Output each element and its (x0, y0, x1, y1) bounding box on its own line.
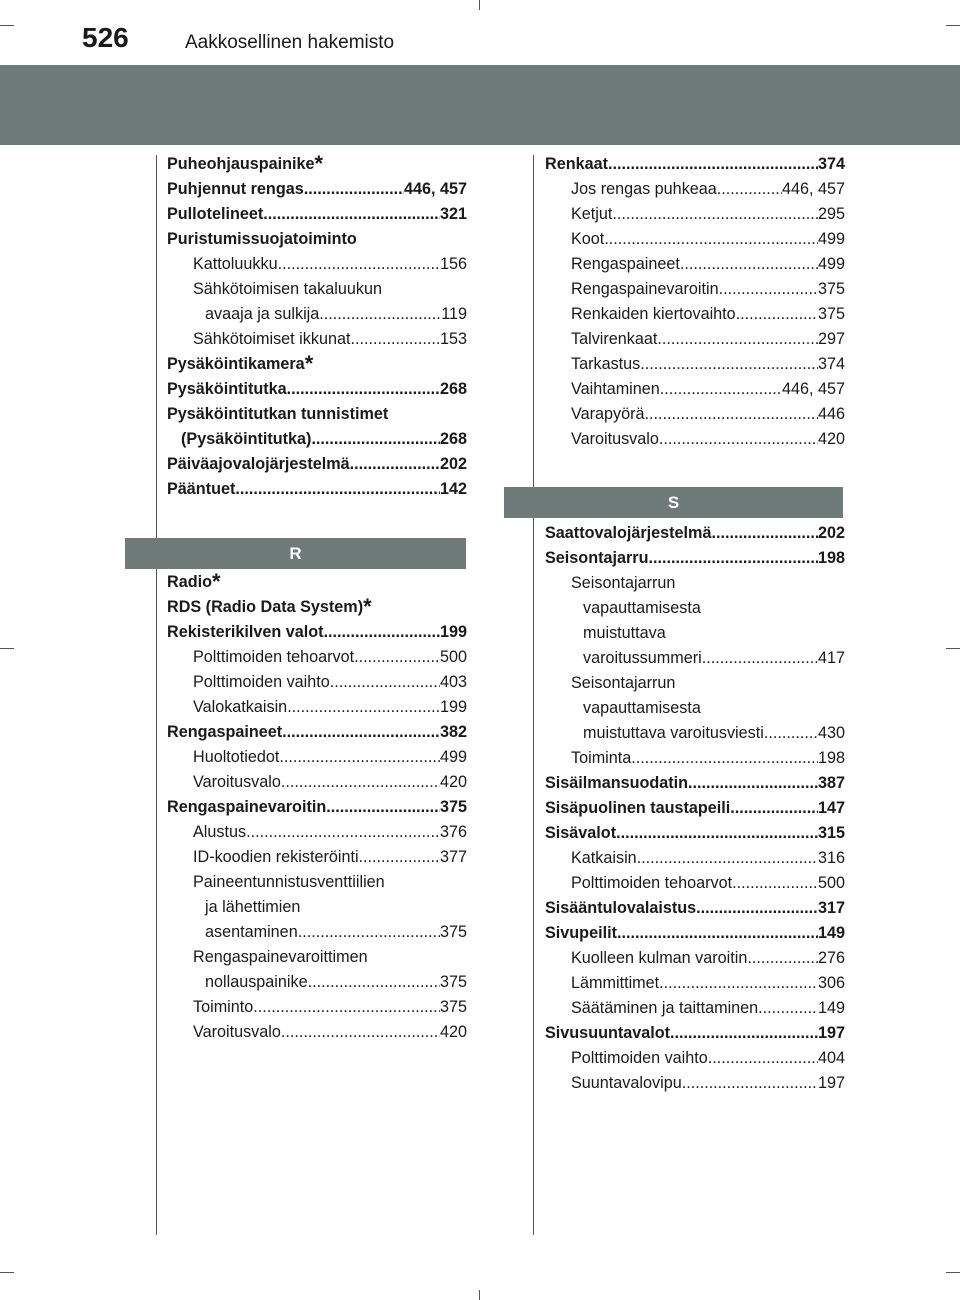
index-entry-page: 374 (817, 155, 845, 173)
leader-dots (680, 252, 818, 277)
index-entry-page: 197 (817, 1024, 845, 1042)
index-entry-page: 430 (817, 724, 845, 742)
index-entry-page: 387 (817, 774, 845, 792)
index-entry (545, 996, 845, 1021)
index-entry-page: 149 (817, 999, 845, 1017)
index-entry (167, 845, 467, 870)
index-entry-page: 268 (439, 380, 467, 398)
leader-dots (253, 995, 440, 1020)
leader-dots (246, 820, 440, 845)
index-entry-label: Sisäilmansuodatin (545, 774, 689, 792)
index-entry-label: Sähkötoimiset ikkunat (193, 330, 351, 348)
page-title: Aakkosellinen hakemisto (185, 32, 395, 53)
column-divider-left (156, 155, 157, 1235)
index-entry (167, 970, 467, 995)
index-entry-label: Pullotelineet (167, 205, 264, 223)
index-entry-page: 374 (817, 355, 845, 373)
index-entry-label: Toiminta (571, 749, 632, 767)
section-header-r: R (125, 538, 466, 569)
section-header-s: S (504, 487, 843, 518)
index-entry (167, 895, 467, 920)
index-entry (167, 227, 467, 252)
index-entry-page: 198 (817, 749, 845, 767)
index-entry-page: 317 (817, 899, 845, 917)
index-entry-label: Renkaiden kiertovaihto (571, 305, 736, 323)
leader-dots (747, 946, 818, 971)
index-entry (167, 252, 467, 277)
index-entry-label: Rengaspainevaroitin (571, 280, 719, 298)
index-entry (545, 277, 845, 302)
index-entry (167, 202, 467, 227)
index-entry (167, 820, 467, 845)
index-entry (545, 896, 845, 921)
index-entry (545, 352, 845, 377)
index-entry-label: Rengaspainevaroittimen (193, 948, 368, 966)
index-entry-label: Huoltotiedot (193, 748, 280, 766)
index-entry-label: Ketjut (571, 205, 613, 223)
index-entry (167, 995, 467, 1020)
index-entry-page: 199 (439, 623, 467, 641)
index-entry-label: Seisontajarru (545, 549, 649, 567)
index-entry (545, 377, 845, 402)
crop-mark (946, 1272, 960, 1273)
crop-mark (479, 0, 480, 10)
index-entry-label: vapauttamisesta (583, 699, 701, 717)
index-entry-label: Paineentunnistusventtiilien (193, 873, 385, 891)
index-entry-page: 202 (439, 455, 467, 473)
index-entry-page: 499 (817, 230, 845, 248)
leader-dots (604, 227, 818, 252)
index-entry (545, 402, 845, 427)
index-entry-label: Polttimoiden tehoarvot (193, 648, 355, 666)
index-entry-page: 142 (439, 480, 467, 498)
index-entry-label: asentaminen (205, 923, 298, 941)
leader-dots (612, 202, 818, 227)
index-entry-label: Polttimoiden vaihto (193, 673, 330, 691)
index-entry: RDS (Radio Data System) * (167, 594, 372, 619)
index-entry-label: muistuttava varoitusviesti (583, 724, 764, 742)
index-entry-label: Päiväajovalojärjestelmä (167, 455, 350, 473)
index-entry-page: 375 (439, 923, 467, 941)
index-entry-label: Jos rengas puhkeaa (571, 180, 717, 198)
index-entry (167, 327, 467, 352)
index-entry-label: Vaihtaminen (571, 380, 660, 398)
index-entry-label: Puheohjauspainike (167, 155, 315, 173)
index-entry-label: Varapyörä (571, 405, 645, 423)
index-entry-label: Lämmittimet (571, 974, 660, 992)
index-entry (167, 427, 467, 452)
leader-dots (324, 620, 440, 645)
column-divider-middle (533, 155, 534, 1235)
index-entry (545, 746, 845, 771)
leader-dots (719, 277, 818, 302)
index-entry-label: Sähkötoimisen takaluukun (193, 280, 382, 298)
leader-dots (298, 920, 440, 945)
leader-dots (637, 846, 818, 871)
index-entry-label: Sisävalot (545, 824, 617, 842)
index-entry-label: RDS (Radio Data System) (167, 598, 364, 616)
index-entry-page: 499 (439, 748, 467, 766)
index-entry-page: 446, 457 (781, 380, 845, 398)
index-group-s (545, 521, 845, 1096)
index-column-left (167, 152, 467, 502)
index-entry-label: Rengaspaineet (167, 723, 283, 741)
leader-dots (640, 352, 818, 377)
index-entry: Radio * (167, 569, 221, 594)
index-entry-label: Säätäminen ja taittaminen (571, 999, 759, 1017)
index-entry (167, 452, 467, 477)
crop-mark (0, 25, 14, 26)
leader-dots (287, 695, 440, 720)
index-entry-page: 197 (817, 1074, 845, 1092)
leader-dots (730, 796, 818, 821)
index-entry (545, 971, 845, 996)
index-entry-page: 306 (817, 974, 845, 992)
leader-dots (350, 327, 440, 352)
index-entry-label: Pysäköintikamera (167, 355, 305, 373)
leader-dots (648, 546, 818, 571)
index-entry-label: Kattoluukku (193, 255, 278, 273)
index-entry (167, 377, 467, 402)
index-entry (545, 771, 845, 796)
leader-dots (617, 921, 818, 946)
index-entry (545, 521, 845, 546)
index-column-right (545, 152, 845, 452)
index-entry-page: 500 (817, 874, 845, 892)
index-entry-page: 199 (439, 698, 467, 716)
index-entry-page: 156 (439, 255, 467, 273)
index-entry-label: Sivupeilit (545, 924, 617, 942)
index-entry-label: varoitussummeri (583, 649, 702, 667)
index-entry (167, 920, 467, 945)
leader-dots (736, 302, 818, 327)
index-entry-label: vapauttamisesta (583, 599, 701, 617)
leader-dots (696, 896, 818, 921)
index-entry (167, 302, 467, 327)
leader-dots (319, 302, 441, 327)
index-entry-page: 375 (439, 798, 467, 816)
crop-mark (946, 648, 960, 649)
index-entry (545, 796, 845, 821)
index-entry (545, 152, 845, 177)
index-entry-page: 295 (817, 205, 845, 223)
leader-dots (281, 1020, 440, 1045)
index-entry-page: 268 (439, 430, 467, 448)
index-entry-label: Koot (571, 230, 605, 248)
index-entry-label: Radio (167, 573, 212, 591)
index-entry-page: 316 (817, 849, 845, 867)
index-entry-label: nollauspainike (205, 973, 308, 991)
index-entry-page: 403 (439, 673, 467, 691)
index-entry-page: 119 (441, 305, 467, 323)
index-entry-label: Talvirenkaat (571, 330, 658, 348)
index-entry-label: ja lähettimien (205, 898, 301, 916)
index-entry-page: 446 (817, 405, 845, 423)
index-entry (167, 277, 467, 302)
leader-dots (717, 177, 782, 202)
crop-mark (0, 648, 14, 649)
index-entry-page: 315 (817, 824, 845, 842)
index-entry-label: Valokatkaisin (193, 698, 288, 716)
index-entry-page: 202 (817, 524, 845, 542)
index-entry-page: 376 (439, 823, 467, 841)
index-entry-label: Rengaspaineet (571, 255, 680, 273)
leader-dots (631, 746, 818, 771)
index-entry (167, 745, 467, 770)
index-entry-label: Toiminto (193, 998, 254, 1016)
index-entry-page: 198 (817, 549, 845, 567)
index-entry-page: 404 (817, 1049, 845, 1067)
index-entry (545, 571, 845, 596)
leader-dots (659, 971, 818, 996)
leader-dots (311, 427, 440, 452)
leader-dots (287, 377, 440, 402)
index-entry: Pysäköintikamera * (167, 351, 314, 376)
index-entry-label: Pysäköintitutkan tunnistimet (167, 405, 389, 423)
leader-dots (608, 152, 818, 177)
index-entry (167, 770, 467, 795)
index-entry-label: Puhjennut rengas (167, 180, 304, 198)
index-entry (167, 795, 467, 820)
leader-dots (304, 177, 404, 202)
index-entry (545, 1021, 845, 1046)
index-entry (545, 252, 845, 277)
index-entry-page: 420 (439, 1023, 467, 1041)
index-entry (545, 202, 845, 227)
index-entry (545, 921, 845, 946)
index-entry-label: Rengaspainevaroitin (167, 798, 327, 816)
leader-dots (657, 327, 818, 352)
index-entry-label: Seisontajarrun (571, 674, 676, 692)
leader-dots (711, 521, 818, 546)
index-entry (545, 596, 845, 621)
index-entry-label: Pääntuet (167, 480, 236, 498)
header-banner (0, 65, 960, 145)
index-group-r (167, 570, 467, 1045)
index-entry-label: Suuntavalovipu (571, 1074, 682, 1092)
index-entry (545, 821, 845, 846)
leader-dots (279, 745, 440, 770)
index-entry (167, 402, 467, 427)
index-entry-page: 377 (439, 848, 467, 866)
index-entry-page: 375 (439, 973, 467, 991)
leader-dots (263, 202, 440, 227)
index-entry (167, 695, 467, 720)
index-entry (167, 477, 467, 502)
index-entry-label: Pysäköintitutka (167, 380, 287, 398)
index-group-renkaat (545, 152, 845, 452)
index-entry-label: Rekisterikilven valot (167, 623, 324, 641)
index-entry-label: Sisääntulovalaistus (545, 899, 697, 917)
crop-mark (0, 1272, 14, 1273)
index-entry (545, 177, 845, 202)
index-entry-label: Kuolleen kulman varoitin (571, 949, 748, 967)
index-entry (545, 696, 845, 721)
leader-dots (235, 477, 440, 502)
index-entry (167, 870, 467, 895)
leader-dots (682, 1071, 818, 1096)
index-entry-page: 375 (817, 280, 845, 298)
index-entry-label: (Pysäköintitutka) (181, 430, 312, 448)
index-entry-page: 153 (439, 330, 467, 348)
index-entry (167, 620, 467, 645)
leader-dots (758, 996, 818, 1021)
leader-dots (616, 821, 818, 846)
index-entry-page: 499 (817, 255, 845, 273)
leader-dots (281, 770, 440, 795)
leader-dots (764, 721, 818, 746)
index-entry: Puheohjauspainike * (167, 151, 324, 176)
index-entry-label: Saattovalojärjestelmä (545, 524, 712, 542)
index-entry (545, 302, 845, 327)
leader-dots (308, 970, 440, 995)
index-entry (545, 671, 845, 696)
index-entry (545, 646, 845, 671)
index-entry-label: Varoitusvalo (193, 773, 281, 791)
leader-dots (670, 1021, 818, 1046)
index-entry-label: Puristumissuojatoiminto (167, 230, 357, 248)
index-column-left-r (167, 570, 467, 1045)
index-entry-label: Polttimoiden vaihto (571, 1049, 708, 1067)
index-entry-label: Tarkastus (571, 355, 641, 373)
index-entry (545, 1046, 845, 1071)
index-entry (545, 227, 845, 252)
leader-dots (688, 771, 818, 796)
leader-dots (326, 795, 440, 820)
index-entry (167, 945, 467, 970)
index-entry (167, 177, 467, 202)
index-entry-label: Varoitusvalo (571, 430, 659, 448)
index-entry-page: 382 (439, 723, 467, 741)
index-entry-label: ID-koodien rekisteröinti (193, 848, 359, 866)
index-entry (545, 621, 845, 646)
index-entry-label: Renkaat (545, 155, 608, 173)
crop-mark (479, 1290, 480, 1300)
leader-dots (708, 1046, 818, 1071)
index-entry-page: 417 (817, 649, 845, 667)
index-entry-page: 147 (817, 799, 845, 817)
leader-dots (282, 720, 440, 745)
leader-dots (350, 452, 440, 477)
leader-dots (354, 645, 440, 670)
index-entry-page: 297 (817, 330, 845, 348)
index-entry-page: 149 (817, 924, 845, 942)
index-entry-label: Varoitusvalo (193, 1023, 281, 1041)
index-entry (545, 946, 845, 971)
index-entry-label: Polttimoiden tehoarvot (571, 874, 733, 892)
index-entry-page: 375 (439, 998, 467, 1016)
index-entry (545, 871, 845, 896)
index-entry (167, 670, 467, 695)
index-entry-label: avaaja ja sulkija (205, 305, 320, 323)
index-entry (545, 427, 845, 452)
leader-dots (659, 427, 818, 452)
index-entry (167, 1020, 467, 1045)
index-entry-page: 276 (817, 949, 845, 967)
index-entry-page: 375 (817, 305, 845, 323)
index-column-right-s (545, 521, 845, 1096)
index-entry-page: 321 (439, 205, 467, 223)
leader-dots (359, 845, 440, 870)
index-entry (545, 1071, 845, 1096)
index-entry (545, 846, 845, 871)
crop-mark (946, 25, 960, 26)
index-entry-label: Seisontajarrun (571, 574, 676, 592)
leader-dots (278, 252, 440, 277)
index-group-p (167, 152, 467, 502)
index-entry-page: 420 (439, 773, 467, 791)
leader-dots (330, 670, 440, 695)
index-entry-page: 446, 457 (781, 180, 845, 198)
leader-dots (732, 871, 818, 896)
index-entry-label: Sisäpuolinen taustapeili (545, 799, 731, 817)
index-entry (167, 645, 467, 670)
page-number: 526 (82, 22, 129, 53)
index-entry-page: 500 (439, 648, 467, 666)
index-entry-page: 420 (817, 430, 845, 448)
leader-dots (660, 377, 782, 402)
index-entry-label: muistuttava (583, 624, 666, 642)
index-entry-page: 446, 457 (403, 180, 467, 198)
index-entry-label: Sivusuuntavalot (545, 1024, 671, 1042)
leader-dots (644, 402, 818, 427)
index-entry (167, 720, 467, 745)
index-entry (545, 327, 845, 352)
index-entry (545, 721, 845, 746)
index-entry-label: Katkaisin (571, 849, 637, 867)
leader-dots (702, 646, 818, 671)
index-entry-label: Alustus (193, 823, 247, 841)
index-entry (545, 546, 845, 571)
